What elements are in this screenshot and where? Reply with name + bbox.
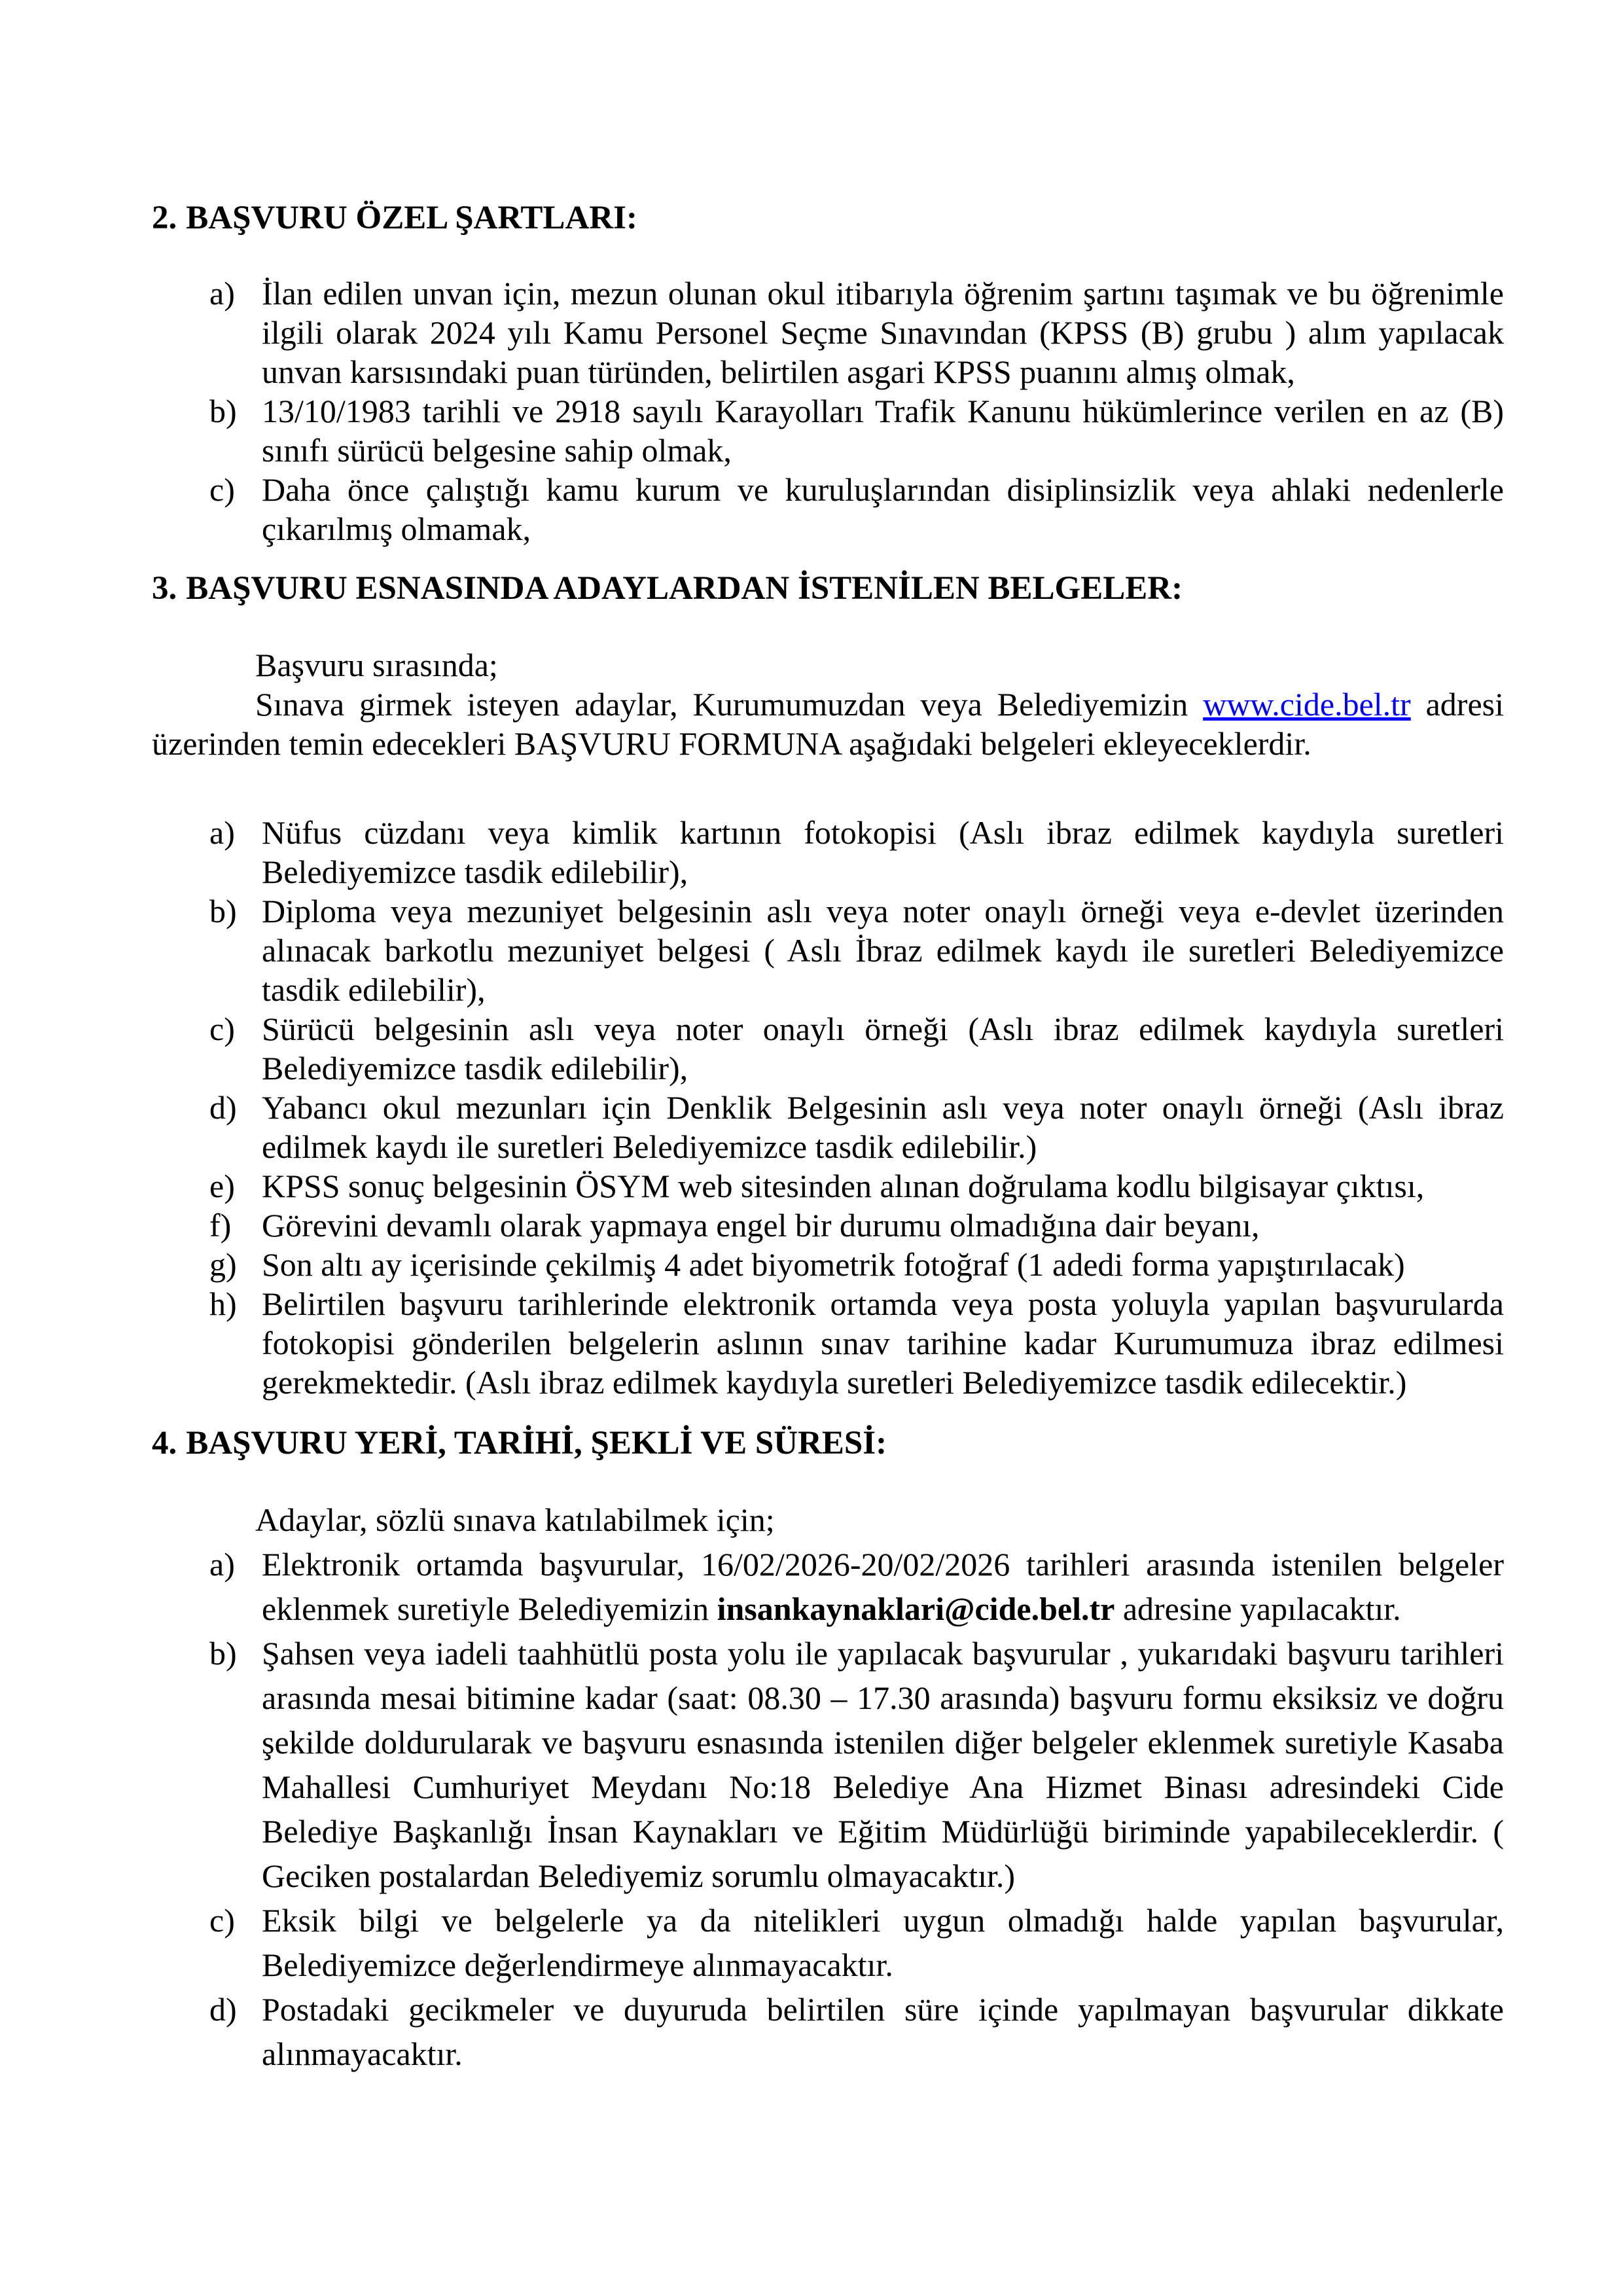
list-item bbox=[152, 1284, 1504, 1402]
item-text: İlan edilen unvan için, mezun olunan okul itibarıyla öğrenim şartını taşımak ve bu öğrenimle ilgili olarak 2024 yılı Kamu Personel Seçme Sınavından (KPSS (B) grubu ) alım yapılacak unvan karsısındaki puan türünden, belirtilen asgari KPSS puanını almış olmak, bbox=[262, 275, 1504, 390]
list-item bbox=[152, 1987, 1504, 2076]
item-label: h) bbox=[209, 1285, 237, 1322]
section-4-title: BAŞVURU YERİ, TARİHİ, ŞEKLİ VE SÜRESİ: bbox=[186, 1425, 887, 1462]
section-3-list bbox=[152, 813, 1504, 1402]
list-item bbox=[152, 470, 1504, 548]
item-text: Belirtilen başvuru tarihlerinde elektronik ortamda veya posta yoluyla yapılan başvurularda fotokopisi gönderilen belgelerin aslının sınav tarihine kadar Kurumumuza ibraz edilmesi gerekmektedir. (Aslı ibraz edilmek kaydıyla suretleri Belediyemizce tasdik edilecektir.) bbox=[262, 1285, 1504, 1401]
list-item bbox=[152, 1898, 1504, 1987]
list-item bbox=[152, 891, 1504, 1009]
item-label: d) bbox=[209, 1089, 237, 1126]
list-item bbox=[152, 391, 1504, 470]
website-link[interactable]: www.cide.bel.tr bbox=[1203, 686, 1411, 723]
list-item bbox=[152, 1206, 1504, 1245]
section-3-intro-line: Başvuru sırasında; bbox=[255, 647, 498, 683]
section-3-heading bbox=[152, 568, 1504, 609]
item-label: b) bbox=[209, 1635, 237, 1672]
item-text: Postadaki gecikmeler ve duyuruda belirtilen süre içinde yapılmayan başvurular dikkate alınmayacaktır. bbox=[262, 1991, 1504, 2072]
list-item bbox=[152, 1009, 1504, 1088]
section-2-heading bbox=[152, 198, 1504, 238]
paragraph-text-post: adresi üzerinden temin edecekleri BAŞVURU FORMUNA aşağıdaki belgeleri ekleyeceklerdir. bbox=[152, 686, 1504, 762]
item-label: b) bbox=[209, 393, 237, 429]
section-2-title: BAŞVURU ÖZEL ŞARTLARI: bbox=[186, 200, 637, 236]
item-label: b) bbox=[209, 893, 237, 929]
item-text: Daha önce çalıştığı kamu kurum ve kuruluşlarından disiplinsizlik veya ahlaki nedenlerle çıkarılmış olmamak, bbox=[262, 471, 1504, 547]
section-2-number: 2. bbox=[152, 200, 177, 236]
section-4-intro-line: Adaylar, sözlü sınava katılabilmek için; bbox=[255, 1501, 775, 1538]
section-3-paragraph bbox=[152, 685, 1504, 763]
section-3-title: BAŞVURU ESNASINDA ADAYLARDAN İSTENİLEN BELGELER: bbox=[186, 570, 1183, 607]
item-text bbox=[262, 1546, 1504, 1627]
document-content bbox=[152, 198, 1504, 2076]
item-label: f) bbox=[209, 1207, 232, 1244]
section-4-number: 4. bbox=[152, 1425, 177, 1462]
list-item bbox=[152, 1542, 1504, 1631]
item-text: Eksik bilgi ve belgelerle ya da nitelikleri uygun olmadığı halde yapılan başvurular, Belediyemizce değerlendirmeye alınmayacaktır. bbox=[262, 1902, 1504, 1983]
list-item bbox=[152, 1631, 1504, 1898]
list-item bbox=[152, 813, 1504, 891]
item-text: KPSS sonuç belgesinin ÖSYM web sitesinden alınan doğrulama kodlu bilgisayar çıktısı, bbox=[262, 1168, 1425, 1204]
list-item bbox=[152, 274, 1504, 391]
item-text: Diploma veya mezuniyet belgesinin aslı veya noter onaylı örneği veya e-devlet üzerinden alınacak barkotlu mezuniyet belgesi ( Aslı İbraz edilmek kaydı ile suretleri Belediyemizce tasdik edilebilir), bbox=[262, 893, 1504, 1008]
item-label: d) bbox=[209, 1991, 237, 2028]
item-label: g) bbox=[209, 1246, 237, 1283]
item-text: Nüfus cüzdanı veya kimlik kartının fotokopisi (Aslı ibraz edilmek kaydıyla suretleri Belediyemizce tasdik edilebilir), bbox=[262, 814, 1504, 890]
list-item bbox=[152, 1245, 1504, 1284]
item-label: c) bbox=[209, 1011, 235, 1047]
item-text: Yabancı okul mezunları için Denklik Belgesinin aslı veya noter onaylı örneği (Aslı ibraz edilmek kaydı ile suretleri Belediyemizce tasdik edilebilir.) bbox=[262, 1089, 1504, 1165]
item-label: e) bbox=[209, 1168, 235, 1204]
paragraph-text-pre: Sınava girmek isteyen adaylar, Kurumumuzdan veya Belediyemizin bbox=[255, 686, 1204, 723]
item-label: c) bbox=[209, 471, 235, 508]
item-text-pre: Elektronik ortamda başvurular, 16/02/2026-20/02/2026 tarihleri arasında istenilen belgeler eklenmek suretiyle Belediyemizin bbox=[262, 1546, 1504, 1627]
list-item bbox=[152, 1088, 1504, 1166]
item-text: Şahsen veya iadeli taahhütlü posta yolu ile yapılacak başvurular , yukarıdaki başvuru tarihleri arasında mesai bitimine kadar (saat: 08.30 – 17.30 arasında) başvuru formu eksiksiz ve doğru şekilde doldurularak ve başvuru esnasında istenilen diğer belgeler eklenmek suretiyle Kasaba Mahallesi Cumhuriyet Meydanı No:18 Belediye Ana Hizmet Binası adresindeki Cide Belediye Başkanlığı İnsan Kaynakları ve Eğitim Müdürlüğü biriminde yapabileceklerdir. ( Geciken postalardan Belediyemiz sorumlu olmayacaktır.) bbox=[262, 1635, 1504, 1894]
item-text: Görevini devamlı olarak yapmaya engel bir durumu olmadığına dair beyanı, bbox=[262, 1207, 1260, 1244]
section-4-list bbox=[152, 1542, 1504, 2076]
item-text: Sürücü belgesinin aslı veya noter onaylı örneği (Aslı ibraz edilmek kaydıyla suretleri Belediyemizce tasdik edilebilir), bbox=[262, 1011, 1504, 1086]
item-label: a) bbox=[209, 275, 235, 312]
item-label: a) bbox=[209, 814, 235, 851]
section-4-heading bbox=[152, 1423, 1504, 1463]
email-address: insankaynaklari@cide.bel.tr bbox=[717, 1590, 1115, 1627]
section-2-list bbox=[152, 274, 1504, 548]
item-text-post: adresine yapılacaktır. bbox=[1115, 1590, 1401, 1627]
item-text: Son altı ay içerisinde çekilmiş 4 adet biyometrik fotoğraf (1 adedi forma yapıştırılacak) bbox=[262, 1246, 1405, 1283]
item-label: c) bbox=[209, 1902, 235, 1939]
item-label: a) bbox=[209, 1546, 235, 1583]
section-3-number: 3. bbox=[152, 570, 177, 607]
list-item bbox=[152, 1166, 1504, 1206]
item-text: 13/10/1983 tarihli ve 2918 sayılı Karayolları Trafik Kanunu hükümlerince verilen en az (B) sınıfı sürücü belgesine sahip olmak, bbox=[262, 393, 1504, 469]
